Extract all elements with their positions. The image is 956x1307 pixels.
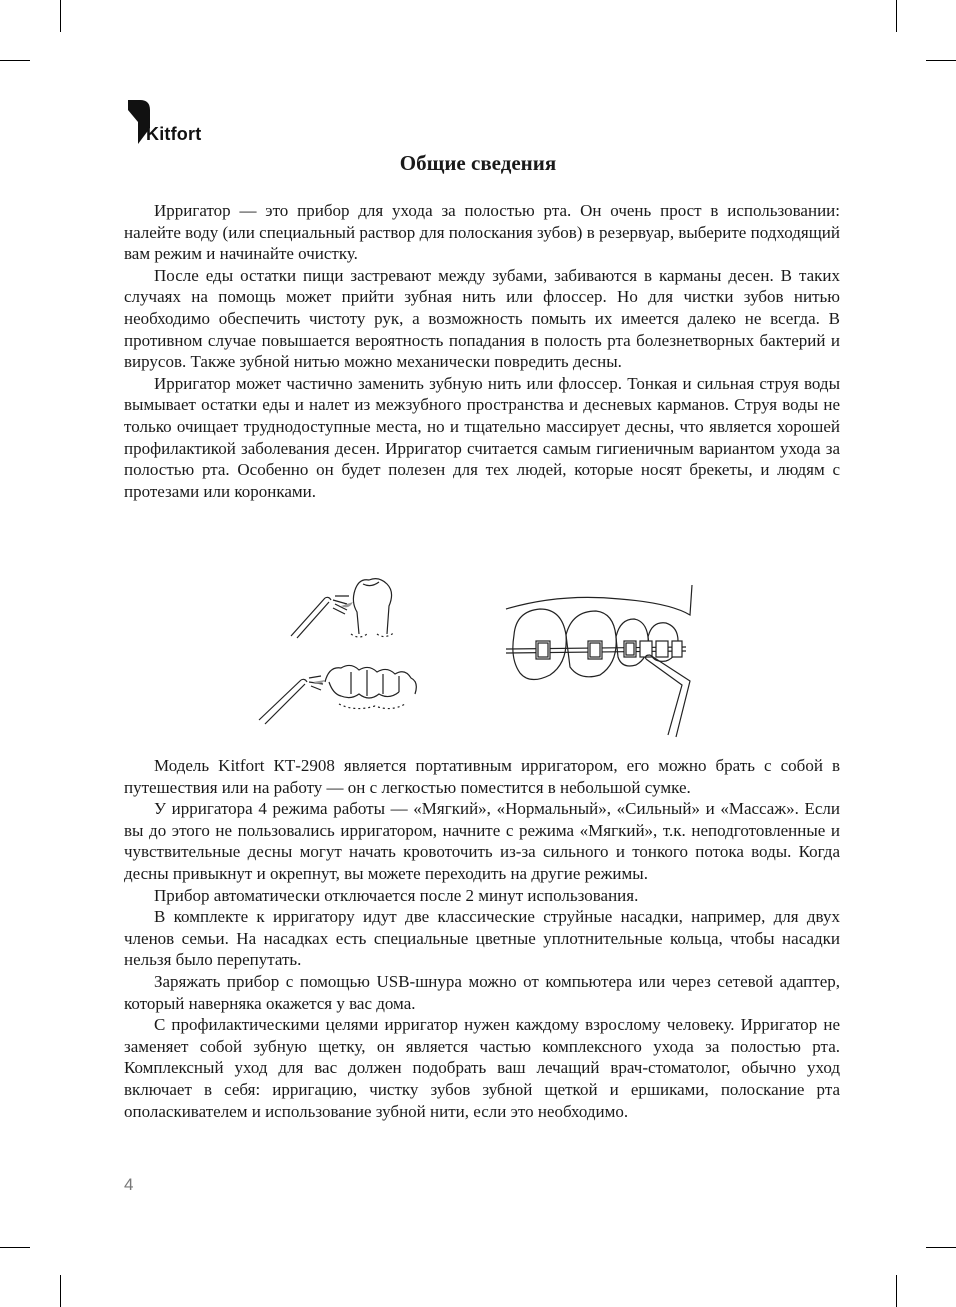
crop-mark [60,1275,61,1307]
paragraph: В комплекте к ирригатору идут две классические струйные насадки, например, для двух членов семьи. На насадках есть специальные цветные уплотнительные кольца, чтобы насадки нельзя было перепутать. [124,907,840,970]
crop-mark [0,60,30,61]
crop-mark [896,1275,897,1307]
crop-mark [926,1247,956,1248]
paragraph: Заряжать прибор с помощью USB-шнура можно от компьютера или через сетевой адаптер, который наверняка окажется у вас дома. [124,971,840,1013]
brand-name: Kitfort [146,124,202,144]
page-title: Общие сведения [399,151,557,175]
paragraph: Прибор автоматически отключается после 2 минут использования. [154,885,639,905]
paragraph: Ирригатор может частично заменить зубную нить или флоссер. Тонкая и сильная струя воды вымывает остатки еды и налет из межзубного пространства и десневых карманов. Струя воды не только очищает труднодоступные места, но и тщательно массирует десны, что является хорошей профилактикой заболевания десен. Ирригатор считается самым гигиеничным вариантом ухода за полостью рта. Особенно он будет полезен для тех людей, которые носят брекеты, и людям с протезами или коронками. [124,373,840,501]
crop-mark [0,1247,30,1248]
crop-mark [60,0,61,32]
crop-mark [926,60,956,61]
page-number: 4 [124,1175,134,1194]
paragraph: Модель Kitfort КТ-2908 является портативным ирригатором, его можно брать с собой в путешествия или на работу — он с легкостью поместится в небольшой сумке. [124,756,840,797]
body-text [124,755,840,1122]
paragraph: У ирригатора 4 режима работы — «Мягкий», «Нормальный», «Сильный» и «Массаж». Если вы до этого не пользовались ирригатором, начните с режима «Мягкий», т.к. неподготовленные и чувствительные десны могут начать кровоточить из-за сильного и тонкого потока воды. Когда десны привыкнут и окрепнут, вы можете переходить на другие режимы. [124,799,840,883]
intro-text [124,200,840,502]
irrigation-teeth-illustration [255,570,430,735]
braces-illustration [500,585,705,740]
paragraph: После еды остатки пищи застревают между зубами, забиваются в карманы десен. В таких случаях на помощь может прийти зубная нить или флоссер. Но для чистки зубов нитью необходимо обеспечить чистоту рук, а возможность помыть их имеется далеко не всегда. В противном случае повышается вероятность попадания в полость рта болезнетворных бактерий и вирусов. Также зубной нитью можно механически повредить десны. [124,265,840,372]
paragraph: Ирригатор — это прибор для ухода за полостью рта. Он очень прост в использовании: налейте воду (или специальный раствор для полоскания зубов) в резервуар, выберите подходящий вам режим и начинайте очистку. [124,201,840,264]
paragraph: С профилактическими целями ирригатор нужен каждому взрослому человеку. Ирригатор не заменяет собой зубную щетку, он является частью комплексного ухода за полостью рта. Комплексный уход для вас должен подобрать ваш лечащий врач-стоматолог, обычно уход включает в себя: ирригацию, чистку зубов зубной щеткой и ершиками, полоскание рта ополаскивателем и использование зубной нити, если это необходимо. [124,1015,840,1121]
crop-mark [896,0,897,32]
